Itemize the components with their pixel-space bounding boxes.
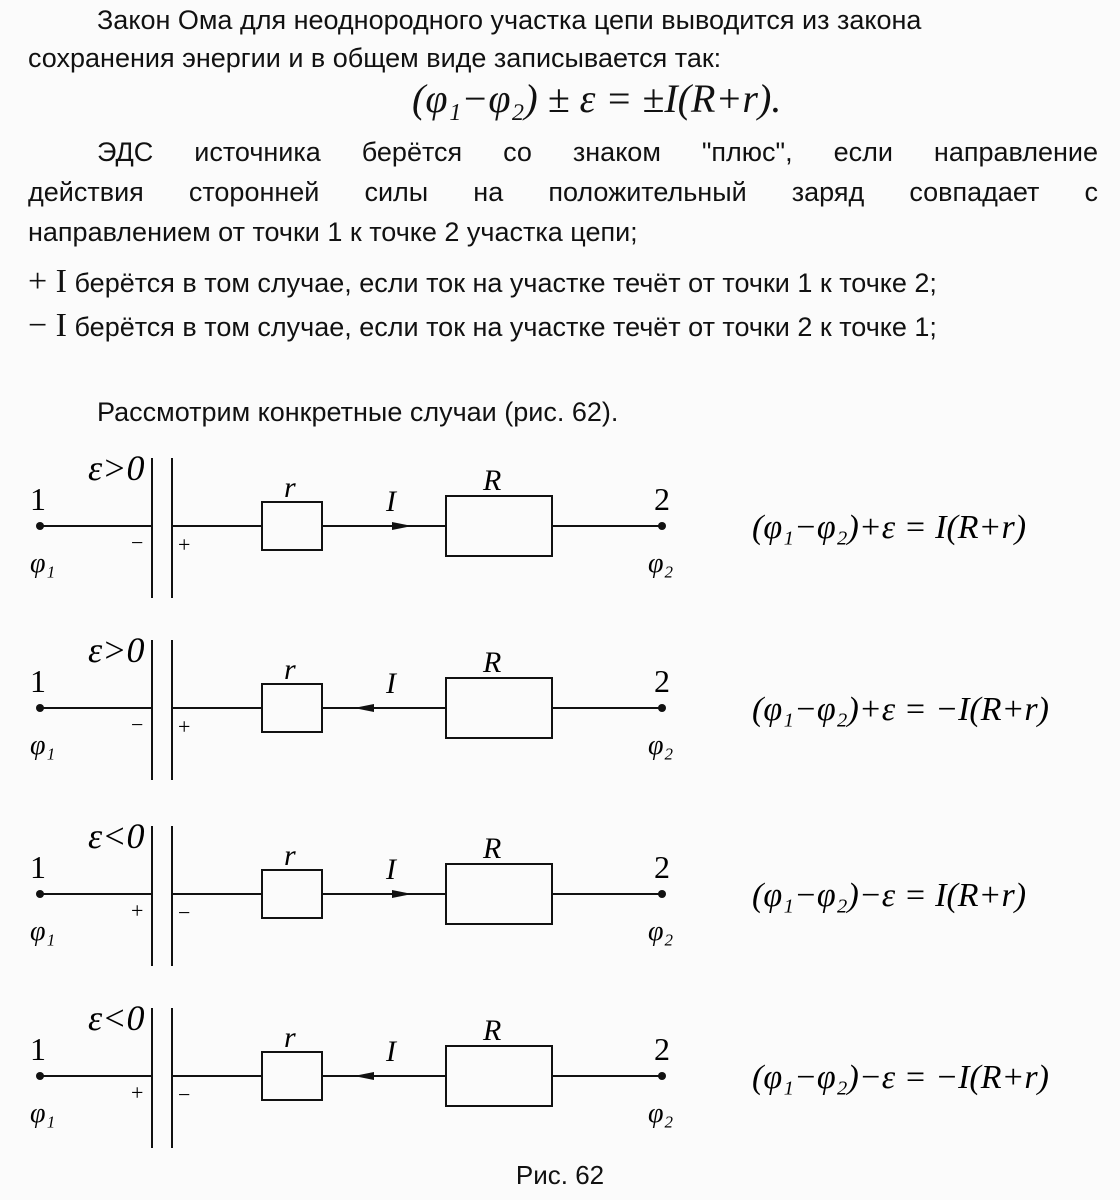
phi1-label: φ₁ bbox=[30, 730, 56, 761]
phi2-label: φ₂ bbox=[648, 730, 674, 761]
point1-label: 1 bbox=[30, 481, 46, 517]
point1-dot bbox=[36, 890, 44, 898]
point2-label: 2 bbox=[654, 849, 670, 885]
resistor-R bbox=[446, 678, 552, 738]
point1-label: 1 bbox=[30, 849, 46, 885]
right-terminal-sign: − bbox=[178, 1082, 191, 1107]
right-terminal-sign: − bbox=[178, 900, 191, 925]
point2-label: 2 bbox=[654, 481, 670, 517]
current-label: I bbox=[386, 485, 396, 518]
phi2-label: φ₂ bbox=[648, 916, 674, 947]
current-label: I bbox=[386, 853, 396, 886]
phi1-label: φ₁ bbox=[30, 1098, 56, 1129]
figure-caption: Рис. 62 bbox=[515, 1160, 605, 1190]
resistor-R-label: R bbox=[483, 464, 502, 497]
point1-dot bbox=[36, 1072, 44, 1080]
paragraph2-line1: ЭДС источника берётся со знаком "плюс", если направление bbox=[97, 137, 1098, 167]
left-terminal-sign: + bbox=[131, 1080, 144, 1105]
resistor-R-label: R bbox=[483, 646, 502, 679]
resistor-r-label: r bbox=[284, 653, 296, 686]
point1-label: 1 bbox=[30, 1031, 46, 1067]
circuit-2 bbox=[30, 630, 1049, 780]
point1-dot bbox=[36, 704, 44, 712]
circuit-equation: (φ₁−φ₂)−ε = −I(R+r) bbox=[752, 1059, 1049, 1096]
emf-label: ε<0 bbox=[88, 998, 145, 1038]
resistor-R bbox=[446, 496, 552, 556]
rule-plus-text: берётся в том случае, если ток на участке течёт от точки 1 к точке 2; bbox=[74, 268, 937, 298]
circuit-1 bbox=[30, 448, 1026, 598]
rule-plus bbox=[28, 264, 937, 301]
resistor-r bbox=[262, 502, 322, 550]
point2-dot bbox=[658, 522, 666, 530]
phi2-label: φ₂ bbox=[648, 548, 674, 579]
rule-plus-sign: + I bbox=[28, 263, 67, 300]
right-terminal-sign: + bbox=[178, 532, 191, 557]
resistor-R bbox=[446, 864, 552, 924]
rule-minus-sign: − I bbox=[28, 307, 67, 344]
circuit-equation: (φ₁−φ₂)−ε = I(R+r) bbox=[752, 877, 1027, 914]
point2-dot bbox=[658, 704, 666, 712]
resistor-r bbox=[262, 684, 322, 732]
point1-dot bbox=[36, 522, 44, 530]
circuits-figure bbox=[0, 440, 1120, 1155]
rule-minus-text: берётся в том случае, если ток на участке течёт от точки 2 к точке 1; bbox=[74, 312, 937, 342]
resistor-R-label: R bbox=[483, 832, 502, 865]
point2-dot bbox=[658, 890, 666, 898]
resistor-R-label: R bbox=[483, 1014, 502, 1047]
point2-dot bbox=[658, 1072, 666, 1080]
paragraph1-line1: Закон Ома для неоднородного участка цепи выводится из закона bbox=[97, 5, 922, 35]
circuit-equation: (φ₁−φ₂)+ε = −I(R+r) bbox=[752, 691, 1049, 728]
left-terminal-sign: + bbox=[131, 898, 144, 923]
resistor-r-label: r bbox=[284, 839, 296, 872]
intro-cases: Рассмотрим конкретные случаи (рис. 62). bbox=[97, 397, 619, 427]
resistor-R bbox=[446, 1046, 552, 1106]
phi1-label: φ₁ bbox=[30, 548, 56, 579]
rule-minus bbox=[28, 308, 937, 345]
paragraph2-line2: действия сторонней силы на положительный заряд совпадает с bbox=[28, 177, 1098, 207]
point2-label: 2 bbox=[654, 663, 670, 699]
phi1-label: φ₁ bbox=[30, 916, 56, 947]
current-label: I bbox=[386, 1035, 396, 1068]
point1-label: 1 bbox=[30, 663, 46, 699]
phi2-label: φ₂ bbox=[648, 1098, 674, 1129]
resistor-r bbox=[262, 870, 322, 918]
right-terminal-sign: + bbox=[178, 714, 191, 739]
left-terminal-sign: − bbox=[131, 712, 144, 737]
emf-label: ε<0 bbox=[88, 816, 145, 856]
resistor-r-label: r bbox=[284, 1021, 296, 1054]
circuit-equation: (φ₁−φ₂)+ε = I(R+r) bbox=[752, 509, 1027, 546]
main-formula: (φ₁−φ₂) ± ε = ±I(R+r). bbox=[412, 76, 782, 121]
circuit-3 bbox=[30, 816, 1026, 966]
point2-label: 2 bbox=[654, 1031, 670, 1067]
circuit-4 bbox=[30, 998, 1049, 1148]
emf-label: ε>0 bbox=[88, 448, 145, 488]
emf-label: ε>0 bbox=[88, 630, 145, 670]
paragraph1-line2: сохранения энергии и в общем виде записывается так: bbox=[28, 43, 722, 73]
paragraph2-line3: направлением от точки 1 к точке 2 участка цепи; bbox=[28, 217, 638, 247]
left-terminal-sign: − bbox=[131, 530, 144, 555]
resistor-r-label: r bbox=[284, 471, 296, 504]
current-label: I bbox=[386, 667, 396, 700]
resistor-r bbox=[262, 1052, 322, 1100]
